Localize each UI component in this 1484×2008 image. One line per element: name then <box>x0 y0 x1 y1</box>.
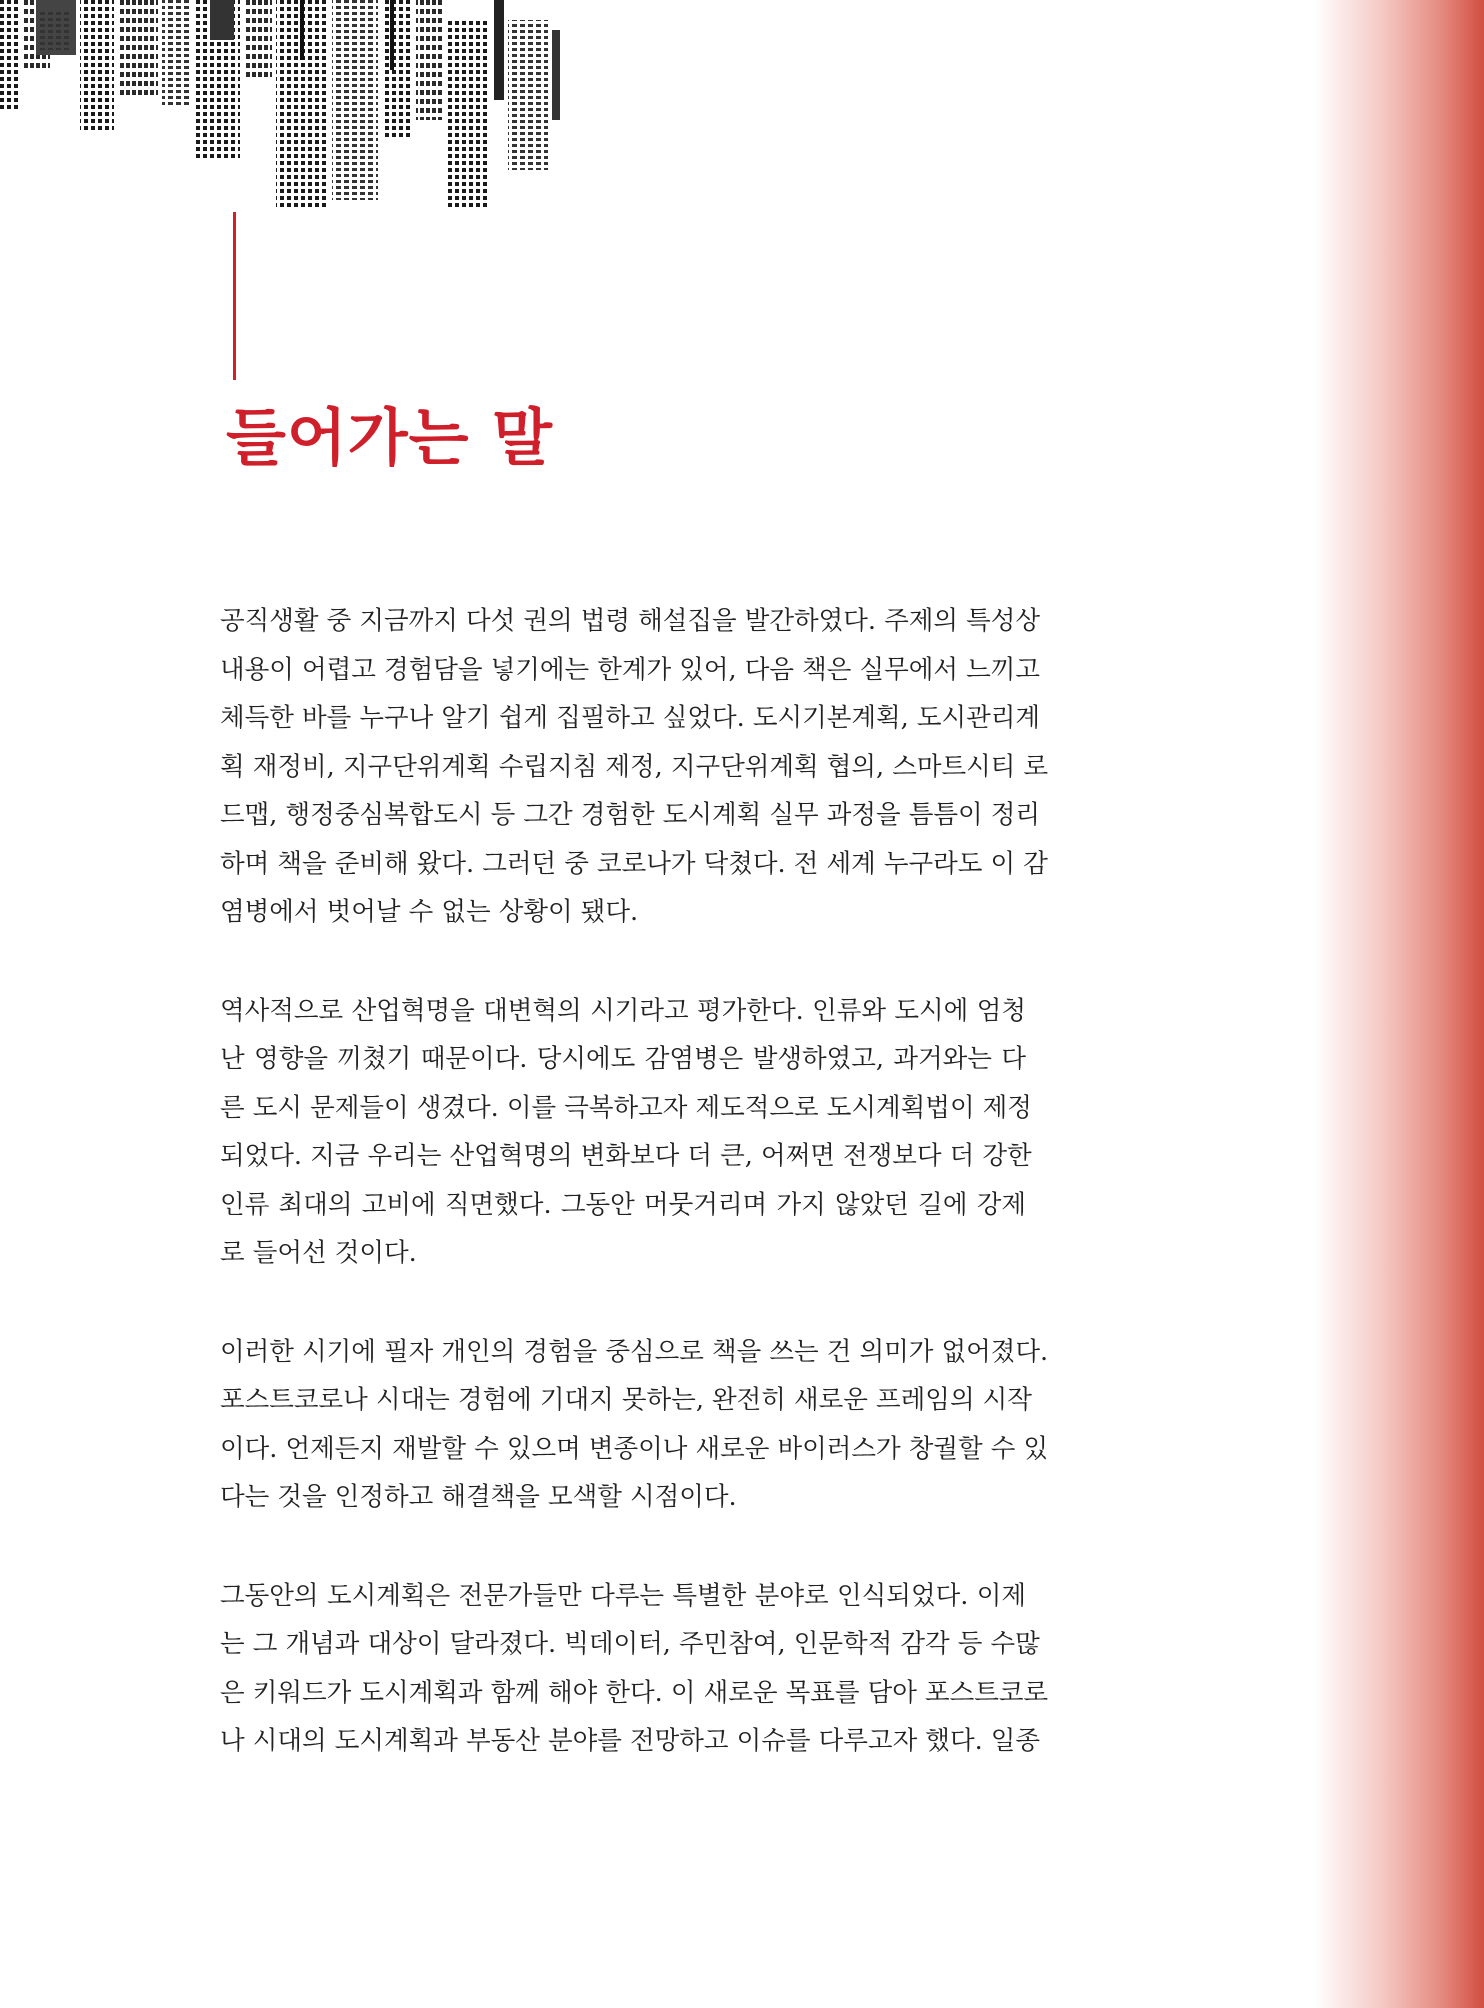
text-line: 염병에서 벗어날 수 없는 상황이 됐다. <box>220 897 639 927</box>
text-line: 되었다. 지금 우리는 산업혁명의 변화보다 더 큰, 어쩌면 전쟁보다 더 강한 <box>220 1141 1032 1171</box>
text-line: 나 시대의 도시계획과 부동산 분야를 전망하고 이슈를 다루고자 했다. 일종 <box>220 1726 1041 1756</box>
text-line: 는 그 개념과 대상이 달라졌다. 빅데이터, 주민참여, 인문학적 감각 등 수많 <box>220 1629 1040 1659</box>
text-line: 은 키워드가 도시계획과 함께 해야 한다. 이 새로운 목표를 담아 포스트코로 <box>220 1677 1049 1708</box>
text-line: 다는 것을 인정하고 해결책을 모색할 시점이다. <box>220 1482 737 1512</box>
text-line: 획 재정비, 지구단위계획 수립지침 제정, 지구단위계획 협의, 스마트시티 로 <box>220 751 1049 782</box>
text-line: 로 들어선 것이다. <box>220 1238 417 1268</box>
city-skyline-illustration <box>0 0 620 215</box>
text-line: 하며 책을 준비해 왔다. 그러던 중 코로나가 닥쳤다. 전 세계 누구라도 이 감 <box>220 848 1048 879</box>
text-line: 이다. 언제든지 재발할 수 있으며 변종이나 새로운 바이러스가 창궐할 수 있 <box>220 1433 1049 1464</box>
text-line: 역사적으로 산업혁명을 대변혁의 시기라고 평가한다. 인류와 도시에 엄청 <box>220 995 1026 1026</box>
text-line: 이러한 시기에 필자 개인의 경험을 중심으로 책을 쓰는 건 의미가 없어졌다. <box>220 1336 1049 1367</box>
text-line: 난 영향을 끼쳤기 때문이다. 당시에도 감염병은 발생하였고, 과거와는 다 <box>220 1044 1026 1074</box>
text-line: 른 도시 문제들이 생겼다. 이를 극복하고자 제도적으로 도시계획법이 제정 <box>220 1092 1032 1123</box>
body-text <box>220 597 1049 1816</box>
text-line: 체득한 바를 누구나 알기 쉽게 집필하고 싶었다. 도시기본계획, 도시관리계 <box>220 703 1041 733</box>
side-gradient-band <box>1314 0 1484 2008</box>
text-line: 공직생활 중 지금까지 다섯 권의 법령 해설집을 발간하였다. 주제의 특성상 <box>220 606 1041 636</box>
page-title: 들어가는 말 <box>226 401 554 474</box>
text-line: 드맵, 행정중심복합도시 등 그간 경험한 도시계획 실무 과정을 틈틈이 정리 <box>220 800 1041 830</box>
text-line: 인류 최대의 고비에 직면했다. 그동안 머뭇거리며 가지 않았던 길에 강제 <box>220 1189 1026 1220</box>
text-line: 그동안의 도시계획은 전문가들만 다루는 특별한 분야로 인식되었다. 이제 <box>220 1580 1026 1611</box>
paragraph-1 <box>220 597 1049 937</box>
accent-line <box>233 212 236 380</box>
paragraph-2 <box>220 987 1032 1278</box>
paragraph-4 <box>220 1572 1049 1766</box>
text-line: 포스트코로나 시대는 경험에 기대지 못하는, 완전히 새로운 프레임의 시작 <box>220 1385 1032 1415</box>
text-line: 내용이 어렵고 경험담을 넣기에는 한계가 있어, 다음 책은 실무에서 느끼고 <box>220 654 1041 685</box>
paragraph-3 <box>220 1328 1049 1522</box>
